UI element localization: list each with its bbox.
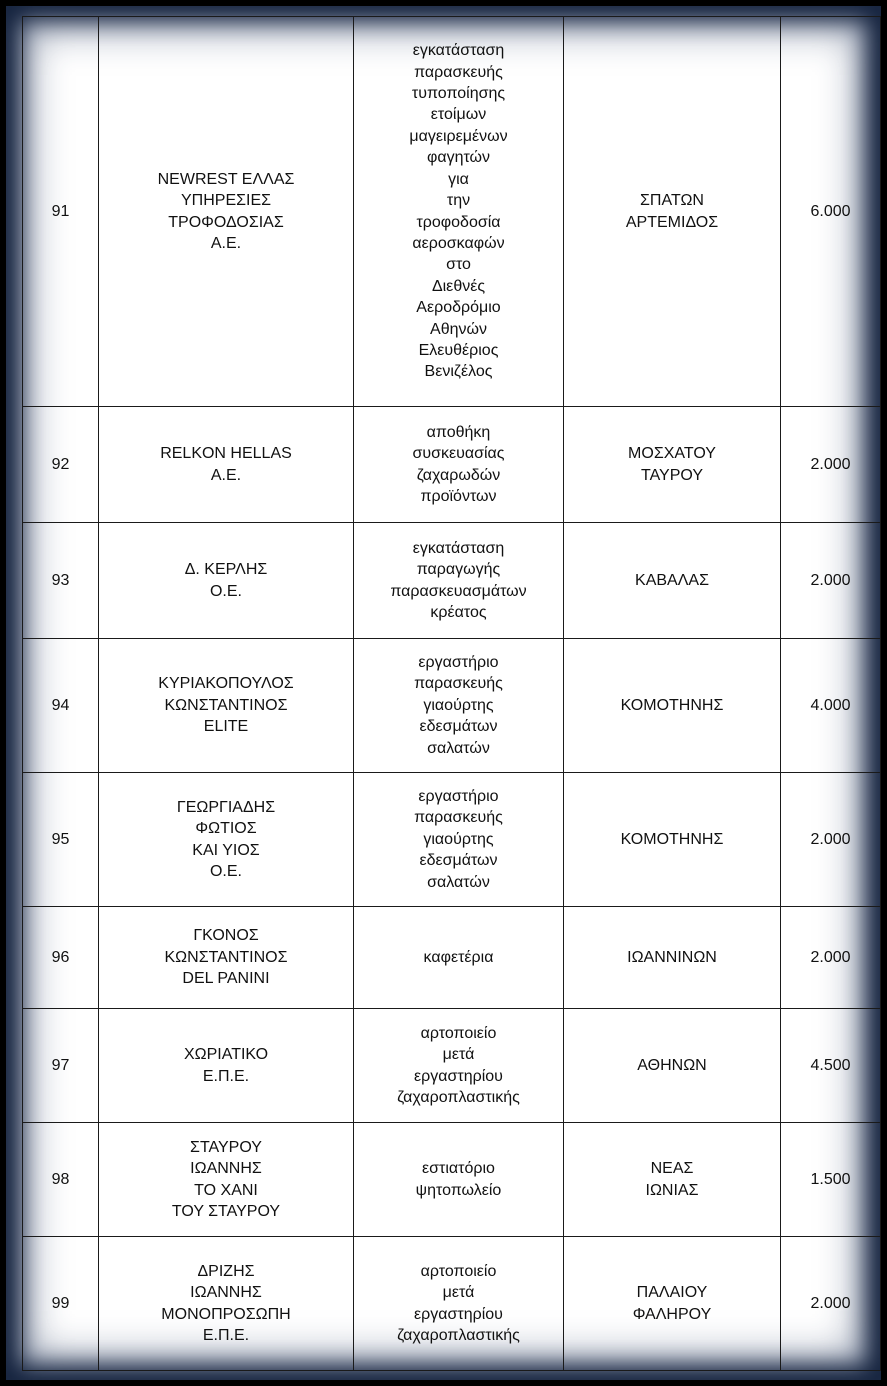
row-number: 99 bbox=[23, 1237, 99, 1371]
company-name: RELKON HELLAS Α.Ε. bbox=[99, 407, 354, 523]
fines-table bbox=[22, 16, 881, 1371]
table-row bbox=[23, 17, 881, 407]
amount: 2.000 bbox=[781, 773, 881, 907]
area: ΚΟΜΟΤΗΝΗΣ bbox=[564, 773, 781, 907]
company-name: Δ. ΚΕΡΛΗΣ Ο.Ε. bbox=[99, 523, 354, 639]
amount: 2.000 bbox=[781, 523, 881, 639]
area: ΚΑΒΑΛΑΣ bbox=[564, 523, 781, 639]
activity: εργαστήριο παρασκευής γιαούρτης εδεσμάτων σαλατών bbox=[354, 773, 564, 907]
area: ΣΠΑΤΩΝ ΑΡΤΕΜΙΔΟΣ bbox=[564, 17, 781, 407]
row-number: 94 bbox=[23, 639, 99, 773]
amount: 2.000 bbox=[781, 907, 881, 1009]
company-name: ΔΡΙΖΗΣ ΙΩΑΝΝΗΣ ΜΟΝΟΠΡΟΣΩΠΗ Ε.Π.Ε. bbox=[99, 1237, 354, 1371]
company-name: ΧΩΡΙΑΤΙΚΟ Ε.Π.Ε. bbox=[99, 1009, 354, 1123]
table-row bbox=[23, 407, 881, 523]
activity: αρτοποιείο μετά εργαστηρίου ζαχαροπλαστικής bbox=[354, 1237, 564, 1371]
activity: καφετέρια bbox=[354, 907, 564, 1009]
activity: αποθήκη συσκευασίας ζαχαρωδών προϊόντων bbox=[354, 407, 564, 523]
company-name: ΣΤΑΥΡΟΥ ΙΩΑΝΝΗΣ ΤΟ ΧΑΝΙ ΤΟΥ ΣΤΑΥΡΟΥ bbox=[99, 1123, 354, 1237]
activity: εγκατάσταση παραγωγής παρασκευασμάτων κρέατος bbox=[354, 523, 564, 639]
table-row bbox=[23, 1009, 881, 1123]
amount: 4.000 bbox=[781, 639, 881, 773]
amount: 2.000 bbox=[781, 1237, 881, 1371]
area: ΙΩΑΝΝΙΝΩΝ bbox=[564, 907, 781, 1009]
document-sheet bbox=[6, 6, 881, 1380]
area: ΠΑΛΑΙΟΥ ΦΑΛΗΡΟΥ bbox=[564, 1237, 781, 1371]
table-row bbox=[23, 1123, 881, 1237]
company-name: ΚΥΡΙΑΚΟΠΟΥΛΟΣ ΚΩΝΣΤΑΝΤΙΝΟΣ ELITE bbox=[99, 639, 354, 773]
amount: 6.000 bbox=[781, 17, 881, 407]
company-name: ΓΕΩΡΓΙΑΔΗΣ ΦΩΤΙΟΣ ΚΑΙ ΥΙΟΣ Ο.Ε. bbox=[99, 773, 354, 907]
table-body bbox=[23, 17, 881, 1371]
area: ΑΘΗΝΩΝ bbox=[564, 1009, 781, 1123]
activity: εγκατάσταση παρασκευής τυποποίησης ετοίμων μαγειρεμένων φαγητών για την τροφοδοσία αεροσκαφών στο Διεθνές Αεροδρόμιο Αθηνών Ελευθέριος Βενιζέλος bbox=[354, 17, 564, 407]
table-row bbox=[23, 1237, 881, 1371]
area: ΚΟΜΟΤΗΝΗΣ bbox=[564, 639, 781, 773]
activity: εστιατόριο ψητοπωλείο bbox=[354, 1123, 564, 1237]
table-row bbox=[23, 773, 881, 907]
company-name: ΓΚΟΝΟΣ ΚΩΝΣΤΑΝΤΙΝΟΣ DEL PANINI bbox=[99, 907, 354, 1009]
amount: 2.000 bbox=[781, 407, 881, 523]
row-number: 92 bbox=[23, 407, 99, 523]
table-row bbox=[23, 907, 881, 1009]
row-number: 98 bbox=[23, 1123, 99, 1237]
area: ΝΕΑΣ ΙΩΝΙΑΣ bbox=[564, 1123, 781, 1237]
activity: αρτοποιείο μετά εργαστηρίου ζαχαροπλαστικής bbox=[354, 1009, 564, 1123]
table-row bbox=[23, 639, 881, 773]
area: ΜΟΣΧΑΤΟΥ ΤΑΥΡΟΥ bbox=[564, 407, 781, 523]
amount: 4.500 bbox=[781, 1009, 881, 1123]
row-number: 91 bbox=[23, 17, 99, 407]
amount: 1.500 bbox=[781, 1123, 881, 1237]
row-number: 93 bbox=[23, 523, 99, 639]
activity: εργαστήριο παρασκευής γιαούρτης εδεσμάτων σαλατών bbox=[354, 639, 564, 773]
table-row bbox=[23, 523, 881, 639]
row-number: 96 bbox=[23, 907, 99, 1009]
company-name: NEWREST ΕΛΛΑΣ ΥΠΗΡΕΣΙΕΣ ΤΡΟΦΟΔΟΣΙΑΣ Α.Ε. bbox=[99, 17, 354, 407]
row-number: 97 bbox=[23, 1009, 99, 1123]
row-number: 95 bbox=[23, 773, 99, 907]
